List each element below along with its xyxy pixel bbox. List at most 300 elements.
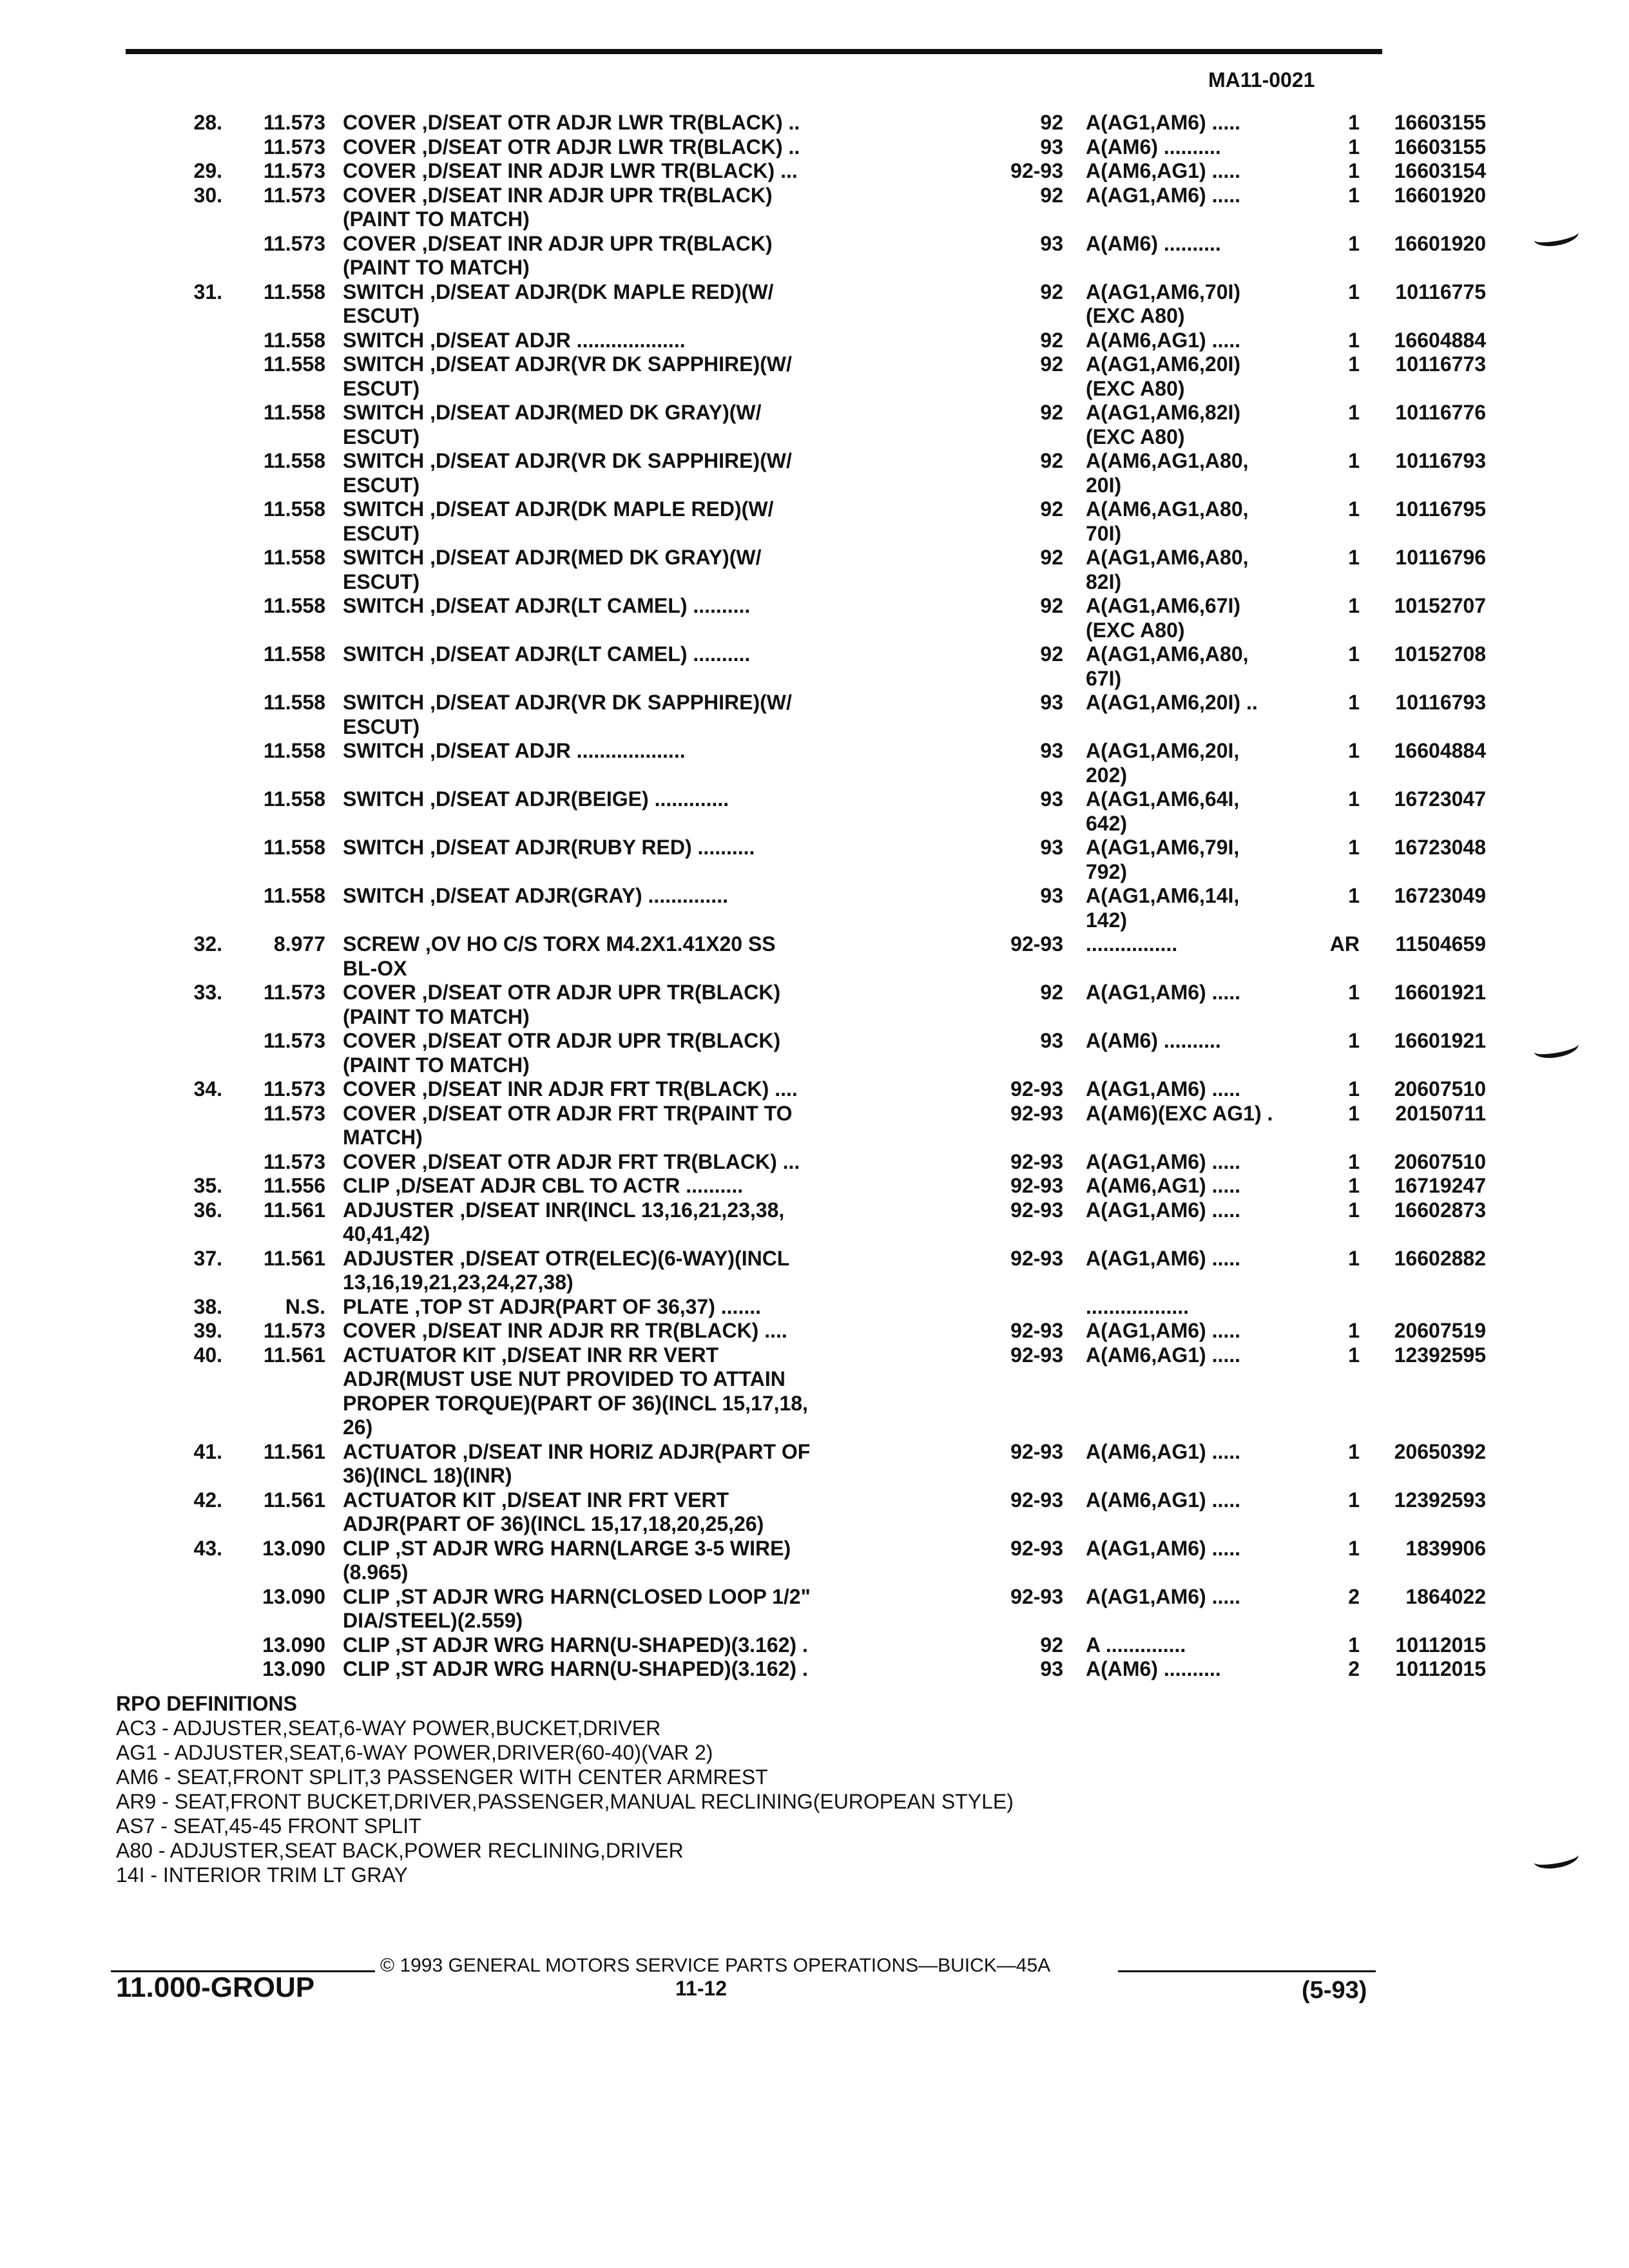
part-description: ACTUATOR ,D/SEAT INR HORIZ ADJR(PART OF: [343, 1439, 811, 1463]
table-row: [110, 957, 1418, 981]
table-row: [110, 425, 1418, 450]
part-description: SWITCH ,D/SEAT ADJR(LT CAMEL) ..........: [343, 594, 751, 617]
footer-group: 11.000-GROUP: [116, 1972, 315, 2003]
application: A(AG1,AM6,A80,: [1086, 642, 1249, 666]
group-number: 11.558: [263, 642, 325, 666]
part-description: (8.965): [343, 1561, 409, 1584]
part-description: ACTUATOR KIT ,D/SEAT INR FRT VERT: [343, 1488, 729, 1512]
ref-number: 32.: [193, 932, 222, 956]
quantity: 1: [1348, 691, 1360, 714]
model-year: 92: [1040, 328, 1063, 352]
model-year: 92: [1040, 401, 1063, 424]
model-year: 92-93: [1010, 1149, 1063, 1173]
application: A(AM6) ..........: [1086, 231, 1221, 255]
quantity: 1: [1348, 159, 1360, 182]
part-description: CLIP ,ST ADJR WRG HARN(CLOSED LOOP 1/2": [343, 1584, 811, 1608]
part-description: SWITCH ,D/SEAT ADJR(VR DK SAPPHIRE)(W/: [343, 352, 792, 376]
table-row: [110, 570, 1418, 595]
part-number: 16601921: [1394, 1029, 1486, 1052]
part-description: ESCUT): [343, 473, 420, 497]
part-description: (PAINT TO MATCH): [343, 1053, 530, 1077]
application: A(AM6,AG1) .....: [1086, 159, 1241, 182]
application: 792): [1086, 860, 1128, 883]
part-description: PLATE ,TOP ST ADJR(PART OF 36,37) .......: [343, 1294, 761, 1318]
document-id: MA11-0021: [1208, 68, 1315, 91]
table-row: [110, 183, 1486, 208]
table-row: [110, 1126, 1418, 1150]
quantity: 1: [1348, 642, 1360, 666]
group-number: 11.558: [263, 449, 325, 472]
quantity: 1: [1348, 1198, 1360, 1222]
application: A(AM6,AG1) .....: [1086, 328, 1241, 352]
part-description: ADJR(PART OF 36)(INCL 15,17,18,20,25,26): [343, 1512, 764, 1535]
model-year: 92: [1040, 111, 1063, 134]
ref-number: 40.: [193, 1343, 222, 1367]
group-number: 11.561: [263, 1198, 325, 1222]
application: A(AG1,AM6,14I,: [1086, 884, 1240, 907]
model-year: 93: [1040, 1029, 1063, 1052]
application: A(AM6,AG1,A80,: [1086, 497, 1249, 521]
parts-table: [110, 111, 1486, 1682]
group-number: 11.561: [263, 1488, 325, 1512]
table-row: [110, 884, 1486, 908]
part-description: SWITCH ,D/SEAT ADJR(GRAY) ..............: [343, 884, 728, 907]
part-number: 16603155: [1394, 135, 1486, 159]
group-number: 11.561: [263, 1246, 325, 1270]
group-number: 11.561: [263, 1343, 325, 1367]
model-year: 92-93: [1010, 1319, 1063, 1342]
part-description: ESCUT): [343, 425, 420, 448]
model-year: 93: [1040, 231, 1063, 255]
rpo-line: A80 - ADJUSTER,SEAT BACK,POWER RECLINING,DRIVER: [116, 1839, 684, 1862]
table-row: [110, 231, 1486, 256]
group-number: 11.558: [263, 280, 325, 303]
table-row: [110, 352, 1486, 377]
margin-mark: [1532, 1845, 1580, 1872]
quantity: 1: [1348, 1101, 1360, 1125]
part-description: 36)(INCL 18)(INR): [343, 1464, 512, 1487]
application: (EXC A80): [1086, 376, 1185, 400]
group-number: 8.977: [273, 932, 325, 956]
quantity: 1: [1348, 1077, 1360, 1100]
part-number: 1864022: [1405, 1584, 1486, 1608]
table-row: [110, 135, 1486, 160]
part-number: 16602882: [1394, 1246, 1486, 1270]
ref-number: 43.: [193, 1536, 222, 1560]
part-description: ADJUSTER ,D/SEAT OTR(ELEC)(6-WAY)(INCL: [343, 1246, 790, 1270]
model-year: 92: [1040, 1633, 1063, 1657]
rpo-line: AG1 - ADJUSTER,SEAT,6-WAY POWER,DRIVER(60-40)(VAR 2): [116, 1741, 713, 1764]
quantity: 1: [1348, 231, 1360, 255]
part-number: 16723048: [1394, 836, 1486, 859]
part-number: 12392593: [1394, 1488, 1486, 1512]
part-number: 10116775: [1395, 280, 1486, 303]
table-row: [110, 1536, 1486, 1561]
application: A(AG1,AM6,67I): [1086, 594, 1241, 617]
group-number: 11.573: [263, 1077, 325, 1100]
table-row: [110, 280, 1486, 305]
part-number: 16601921: [1394, 981, 1486, 1004]
quantity: 1: [1348, 111, 1360, 134]
model-year: 92: [1040, 981, 1063, 1004]
model-year: 92-93: [1010, 1343, 1063, 1367]
part-number: 16723049: [1394, 884, 1486, 907]
margin-mark: [1532, 1035, 1580, 1061]
application: A(AG1,AM6) .....: [1086, 1536, 1241, 1560]
model-year: 92-93: [1010, 1584, 1063, 1608]
footer-date: (5-93): [1302, 1977, 1367, 2004]
quantity: 1: [1348, 1439, 1360, 1463]
application: (EXC A80): [1086, 425, 1185, 448]
quantity: 1: [1348, 1149, 1360, 1173]
table-row: [110, 474, 1418, 498]
part-description: CLIP ,ST ADJR WRG HARN(LARGE 3-5 WIRE): [343, 1536, 791, 1560]
part-description: ESCUT): [343, 521, 420, 545]
ref-number: 38.: [193, 1294, 222, 1318]
part-number: 16602873: [1394, 1198, 1486, 1222]
part-description: SWITCH ,D/SEAT ADJR(MED DK GRAY)(W/: [343, 546, 762, 569]
part-description: ACTUATOR KIT ,D/SEAT INR RR VERT: [343, 1343, 719, 1367]
part-description: ESCUT): [343, 304, 420, 327]
quantity: 1: [1348, 884, 1360, 907]
application: 642): [1086, 811, 1128, 835]
group-number: 11.573: [263, 981, 325, 1004]
part-number: 10116773: [1395, 352, 1486, 376]
application: A(AG1,AM6) .....: [1086, 981, 1241, 1004]
table-row: [110, 812, 1418, 836]
rpo-definitions: [116, 1691, 1014, 1887]
part-description: (PAINT TO MATCH): [343, 207, 530, 231]
quantity: 1: [1348, 739, 1360, 762]
group-number: 11.573: [263, 1101, 325, 1125]
table-row: [110, 1319, 1486, 1343]
model-year: 93: [1040, 1657, 1063, 1680]
application: A ..............: [1086, 1633, 1186, 1657]
model-year: 92-93: [1010, 932, 1063, 956]
part-number: 16601920: [1394, 231, 1486, 255]
quantity: 2: [1348, 1657, 1360, 1680]
table-row: [110, 159, 1486, 184]
table-row: [110, 1271, 1418, 1295]
quantity: 1: [1348, 1319, 1360, 1342]
ref-number: 36.: [193, 1198, 222, 1222]
application: A(AG1,AM6,20I) ..: [1086, 691, 1258, 714]
application: A(AM6,AG1,A80,: [1086, 449, 1249, 472]
part-number: 10152708: [1394, 642, 1486, 666]
group-number: 11.558: [263, 497, 325, 521]
application: A(AG1,AM6) .....: [1086, 111, 1241, 134]
ref-number: 39.: [193, 1319, 222, 1342]
part-description: DIA/STEEL)(2.559): [343, 1609, 523, 1632]
application: 202): [1086, 763, 1128, 787]
part-description: SWITCH ,D/SEAT ADJR(MED DK GRAY)(W/: [343, 401, 762, 424]
model-year: 92-93: [1010, 1101, 1063, 1125]
part-number: 20650392: [1394, 1439, 1486, 1463]
table-row: [110, 1295, 1418, 1320]
table-row: [110, 1512, 1418, 1537]
application: A(AM6) ..........: [1086, 135, 1221, 159]
group-number: 11.558: [263, 739, 325, 762]
table-row: [110, 1464, 1418, 1488]
group-number: 11.558: [263, 401, 325, 424]
table-row: [110, 908, 1418, 933]
part-description: COVER ,D/SEAT INR ADJR UPR TR(BLACK): [343, 231, 773, 255]
table-row: [110, 1053, 1418, 1078]
group-number: N.S.: [285, 1294, 325, 1318]
part-description: COVER ,D/SEAT OTR ADJR FRT TR(PAINT TO: [343, 1101, 793, 1125]
ref-number: 33.: [193, 981, 222, 1004]
application: A(AM6,AG1) .....: [1086, 1488, 1241, 1512]
part-number: 16601920: [1394, 183, 1486, 207]
rpo-line: AC3 - ADJUSTER,SEAT,6-WAY POWER,BUCKET,DRIVER: [116, 1716, 661, 1740]
group-number: 11.573: [263, 1319, 325, 1342]
quantity: 1: [1348, 1536, 1360, 1560]
table-row: [110, 1488, 1486, 1513]
ref-number: 31.: [193, 280, 222, 303]
ref-number: 41.: [193, 1439, 222, 1463]
table-row: [110, 207, 1418, 232]
application: A(AG1,AM6) .....: [1086, 1584, 1241, 1608]
table-row: [110, 1246, 1486, 1271]
quantity: 1: [1348, 183, 1360, 207]
table-row: [110, 1367, 1418, 1392]
part-description: SCREW ,OV HO C/S TORX M4.2X1.41X20 SS: [343, 932, 776, 956]
application: 20I): [1086, 473, 1122, 497]
footer-copyright: © 1993 GENERAL MOTORS SERVICE PARTS OPERATIONS—BUICK—45A: [380, 1955, 1051, 1976]
table-row: [110, 1561, 1418, 1585]
part-description: CLIP ,ST ADJR WRG HARN(U-SHAPED)(3.162) .: [343, 1657, 808, 1680]
part-number: 10116795: [1395, 497, 1486, 521]
table-row: [110, 522, 1418, 546]
ref-number: 37.: [193, 1246, 222, 1270]
ref-number: 35.: [193, 1174, 222, 1197]
table-row: [110, 787, 1486, 812]
part-description: BL-OX: [343, 956, 407, 980]
part-description: ADJR(MUST USE NUT PROVIDED TO ATTAIN: [343, 1367, 786, 1390]
part-description: COVER ,D/SEAT OTR ADJR UPR TR(BLACK): [343, 1029, 781, 1052]
table-row: [110, 1222, 1418, 1247]
table-row: [110, 1584, 1486, 1610]
part-description: SWITCH ,D/SEAT ADJR(LT CAMEL) ..........: [343, 642, 751, 666]
application: A(AG1,AM6,20I,: [1086, 739, 1240, 762]
group-number: 11.558: [263, 691, 325, 714]
application: A(AM6,AG1) .....: [1086, 1174, 1241, 1197]
table-row: [110, 1174, 1486, 1198]
application: 142): [1086, 908, 1128, 932]
table-row: [110, 932, 1486, 957]
rpo-line: 14I - INTERIOR TRIM LT GRAY: [116, 1863, 408, 1887]
quantity: 1: [1348, 135, 1360, 159]
application: A(AM6)(EXC AG1) .: [1086, 1101, 1273, 1125]
part-description: 26): [343, 1416, 373, 1439]
quantity: 1: [1348, 981, 1360, 1004]
group-number: 13.090: [262, 1584, 325, 1608]
part-number: 1839906: [1405, 1536, 1486, 1560]
table-row: [110, 1149, 1486, 1175]
part-description: SWITCH ,D/SEAT ADJR(DK MAPLE RED)(W/: [343, 280, 774, 303]
table-row: [110, 256, 1418, 280]
part-description: SWITCH ,D/SEAT ADJR(VR DK SAPPHIRE)(W/: [343, 449, 792, 472]
table-row: [110, 1101, 1486, 1126]
quantity: 1: [1348, 1174, 1360, 1197]
part-number: 10116796: [1395, 546, 1486, 569]
model-year: 92: [1040, 280, 1063, 303]
group-number: 11.573: [263, 183, 325, 207]
model-year: 93: [1040, 135, 1063, 159]
part-description: SWITCH ,D/SEAT ADJR(VR DK SAPPHIRE)(W/: [343, 691, 792, 714]
margin-mark: [1532, 223, 1580, 249]
part-number: 20607519: [1394, 1319, 1486, 1342]
group-number: 11.573: [263, 1149, 325, 1173]
quantity: 1: [1348, 497, 1360, 521]
table-row: [110, 304, 1418, 329]
group-number: 11.561: [263, 1439, 325, 1463]
model-year: 93: [1040, 739, 1063, 762]
rpo-line: AS7 - SEAT,45-45 FRONT SPLIT: [116, 1814, 421, 1838]
part-number: 20607510: [1394, 1149, 1486, 1173]
part-number: 10112015: [1395, 1633, 1486, 1657]
table-row: [110, 691, 1486, 715]
part-description: COVER ,D/SEAT INR ADJR RR TR(BLACK) ....: [343, 1319, 787, 1342]
part-number: 16719247: [1394, 1174, 1486, 1197]
table-row: [110, 1343, 1486, 1368]
part-number: 10116793: [1395, 449, 1486, 472]
table-row: [110, 497, 1486, 522]
part-number: 11504659: [1395, 932, 1486, 956]
quantity: 1: [1348, 449, 1360, 472]
group-number: 11.558: [263, 836, 325, 859]
table-row: [110, 1392, 1418, 1416]
part-description: CLIP ,D/SEAT ADJR CBL TO ACTR ..........: [343, 1174, 744, 1197]
quantity: 1: [1348, 787, 1360, 811]
group-number: 11.573: [263, 135, 325, 159]
model-year: 93: [1040, 787, 1063, 811]
group-number: 11.558: [263, 352, 325, 376]
table-row: [110, 860, 1418, 885]
part-description: (PAINT TO MATCH): [343, 256, 530, 279]
model-year: 92-93: [1010, 1536, 1063, 1560]
part-description: 13,16,19,21,23,24,27,38): [343, 1271, 574, 1294]
footer-page-number: 11-12: [675, 1977, 728, 2000]
group-number: 11.558: [263, 787, 325, 811]
part-description: 40,41,42): [343, 1222, 430, 1245]
part-description: ESCUT): [343, 376, 420, 400]
table-row: [110, 981, 1486, 1005]
part-number: 10116793: [1395, 691, 1486, 714]
table-row: [110, 1198, 1486, 1223]
group-number: 11.558: [263, 884, 325, 907]
rpo-line: AR9 - SEAT,FRONT BUCKET,DRIVER,PASSENGER,MANUAL RECLINING(EUROPEAN STYLE): [116, 1790, 1014, 1813]
quantity: 1: [1348, 352, 1360, 376]
part-description: (PAINT TO MATCH): [343, 1004, 530, 1028]
model-year: 92-93: [1010, 1488, 1063, 1512]
quantity: 2: [1348, 1584, 1360, 1608]
part-description: MATCH): [343, 1126, 423, 1149]
group-number: 11.573: [263, 231, 325, 255]
application: A(AG1,AM6) .....: [1086, 183, 1241, 207]
part-description: COVER ,D/SEAT OTR ADJR FRT TR(BLACK) ...: [343, 1149, 800, 1173]
quantity: AR: [1329, 932, 1360, 956]
part-number: 16603154: [1394, 159, 1486, 182]
table-row: [110, 836, 1486, 860]
table-row: [110, 1657, 1486, 1682]
part-description: ESCUT): [343, 715, 420, 738]
application: 70I): [1086, 521, 1122, 545]
quantity: 1: [1348, 594, 1360, 617]
application: A(AG1,AM6) .....: [1086, 1077, 1241, 1100]
part-number: 16604884: [1394, 328, 1486, 352]
ref-number: 30.: [193, 183, 222, 207]
application: A(AM6,AG1) .....: [1086, 1439, 1241, 1463]
ref-number: 34.: [193, 1077, 222, 1100]
model-year: 93: [1040, 836, 1063, 859]
group-number: 11.558: [263, 546, 325, 569]
model-year: 92: [1040, 594, 1063, 617]
table-row: [110, 739, 1486, 764]
table-row: [110, 1029, 1486, 1053]
part-description: SWITCH ,D/SEAT ADJR ...................: [343, 328, 686, 352]
ref-number: 42.: [193, 1488, 222, 1512]
part-description: COVER ,D/SEAT INR ADJR LWR TR(BLACK) ...: [343, 159, 798, 182]
application: A(AG1,AM6,A80,: [1086, 546, 1249, 569]
application: A(AG1,AM6) .....: [1086, 1149, 1241, 1173]
part-number: 16723047: [1394, 787, 1486, 811]
quantity: 1: [1348, 328, 1360, 352]
table-row: [110, 667, 1418, 691]
application: ..................: [1086, 1294, 1190, 1318]
table-row: [110, 546, 1486, 570]
model-year: 92: [1040, 497, 1063, 521]
application: A(AM6) ..........: [1086, 1029, 1221, 1052]
model-year: 93: [1040, 691, 1063, 714]
model-year: 92: [1040, 183, 1063, 207]
table-row: [110, 715, 1418, 740]
group-number: 11.573: [263, 1029, 325, 1052]
quantity: 1: [1348, 280, 1360, 303]
table-row: [110, 1416, 1418, 1440]
model-year: 92-93: [1010, 159, 1063, 182]
model-year: 92-93: [1010, 1439, 1063, 1463]
application: (EXC A80): [1086, 618, 1185, 642]
quantity: 1: [1348, 1029, 1360, 1052]
part-description: SWITCH ,D/SEAT ADJR(BEIGE) .............: [343, 787, 729, 811]
table-row: [110, 1077, 1486, 1102]
table-row: [110, 1609, 1418, 1633]
part-description: COVER ,D/SEAT OTR ADJR LWR TR(BLACK) ..: [343, 111, 800, 134]
quantity: 1: [1348, 401, 1360, 424]
table-row: [110, 619, 1418, 643]
application: A(AG1,AM6) .....: [1086, 1246, 1241, 1270]
model-year: 92: [1040, 546, 1063, 569]
part-description: COVER ,D/SEAT OTR ADJR UPR TR(BLACK): [343, 981, 781, 1004]
rpo-title: RPO DEFINITIONS: [116, 1692, 297, 1715]
group-number: 11.573: [263, 159, 325, 182]
table-row: [110, 377, 1418, 401]
part-description: COVER ,D/SEAT OTR ADJR LWR TR(BLACK) ..: [343, 135, 800, 159]
quantity: 1: [1348, 1343, 1360, 1367]
ref-number: 29.: [193, 159, 222, 182]
group-number: 13.090: [262, 1657, 325, 1680]
part-number: 20150711: [1395, 1101, 1486, 1125]
part-description: SWITCH ,D/SEAT ADJR(DK MAPLE RED)(W/: [343, 497, 774, 521]
quantity: 1: [1348, 1246, 1360, 1270]
table-row: [110, 1439, 1486, 1465]
rpo-line: AM6 - SEAT,FRONT SPLIT,3 PASSENGER WITH CENTER ARMREST: [116, 1765, 768, 1789]
part-description: SWITCH ,D/SEAT ADJR(RUBY RED) ..........: [343, 836, 755, 859]
model-year: 92-93: [1010, 1198, 1063, 1222]
application: A(AM6) ..........: [1086, 1657, 1221, 1680]
model-year: 92-93: [1010, 1246, 1063, 1270]
